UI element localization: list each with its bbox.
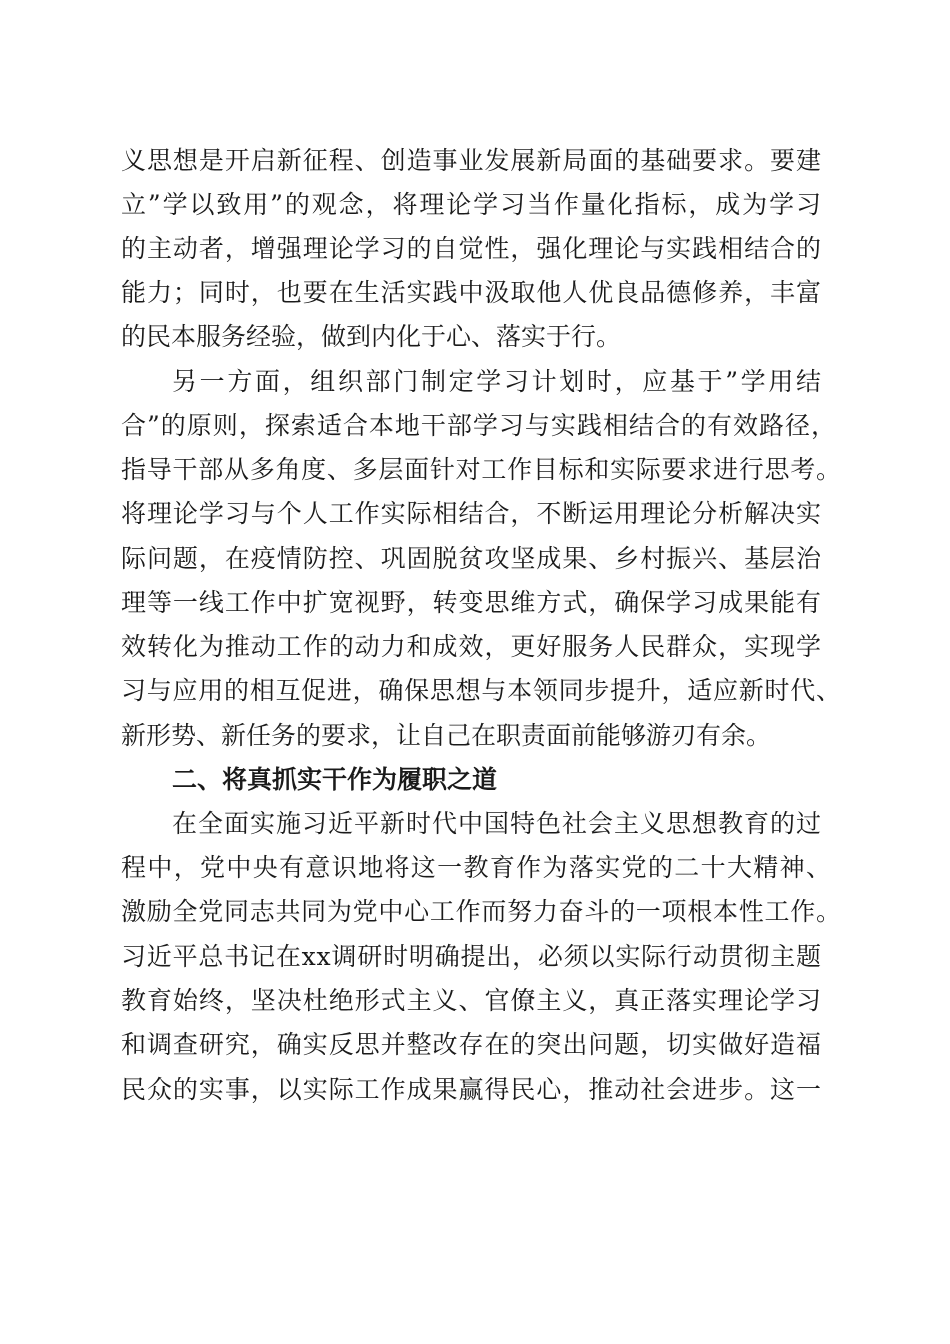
text-line: 义思想是开启新征程、创造事业发展新局面的基础要求。要建 xyxy=(121,146,822,175)
text-line: 在全面实施习近平新时代中国特色社会主义思想教育的过 xyxy=(172,809,822,838)
text-line: 际问题，在疫情防控、巩固脱贫攻坚成果、乡村振兴、基层治 xyxy=(121,544,822,573)
text-line: 能力；同时，也要在生活实践中汲取他人优良品德修养，丰富 xyxy=(121,278,822,307)
text-line: 理等一线工作中扩宽视野，转变思维方式，确保学习成果能有 xyxy=(121,588,822,617)
text-line: 习与应用的相互促进，确保思想与本领同步提升，适应新时代、 xyxy=(121,676,842,705)
text-line: 合”的原则，探索适合本地干部学习与实践相结合的有效路径， xyxy=(121,411,837,440)
text-line: 的民本服务经验，做到内化于心、落实于行。 xyxy=(121,322,622,351)
text-line: 激励全党同志共同为党中心工作而努力奋斗的一项根本性工作。 xyxy=(121,897,842,926)
text-line: 指导干部从多角度、多层面针对工作目标和实际要求进行思考。 xyxy=(121,455,842,484)
text-line: 立”学以致用”的观念，将理论学习当作量化指标，成为学习 xyxy=(121,190,823,219)
text-line: 程中，党中央有意识地将这一教育作为落实党的二十大精神、 xyxy=(121,853,833,882)
text-line: 民众的实事，以实际工作成果赢得民心，推动社会进步。这一 xyxy=(121,1075,822,1104)
text-line: 习近平总书记在xx调研时明确提出，必须以实际行动贯彻主题 xyxy=(121,942,822,971)
section-heading: 二、将真抓实干作为履职之道 xyxy=(172,765,498,794)
text-line: 教育始终，坚决杜绝形式主义、官僚主义，真正落实理论学习 xyxy=(121,986,822,1015)
text-line: 将理论学习与个人工作实际相结合，不断运用理论分析解决实 xyxy=(121,499,822,528)
text-line: 和调查研究，确实反思并整改存在的突出问题，切实做好造福 xyxy=(121,1030,822,1059)
text-line: 效转化为推动工作的动力和成效，更好服务人民群众，实现学 xyxy=(121,632,822,661)
text-line: 新形势、新任务的要求，让自己在职责面前能够游刃有余。 xyxy=(121,721,772,750)
text-line: 另一方面，组织部门制定学习计划时，应基于”学用结 xyxy=(172,367,824,396)
text-line: 的主动者，增强理论学习的自觉性，强化理论与实践相结合的 xyxy=(121,234,822,263)
